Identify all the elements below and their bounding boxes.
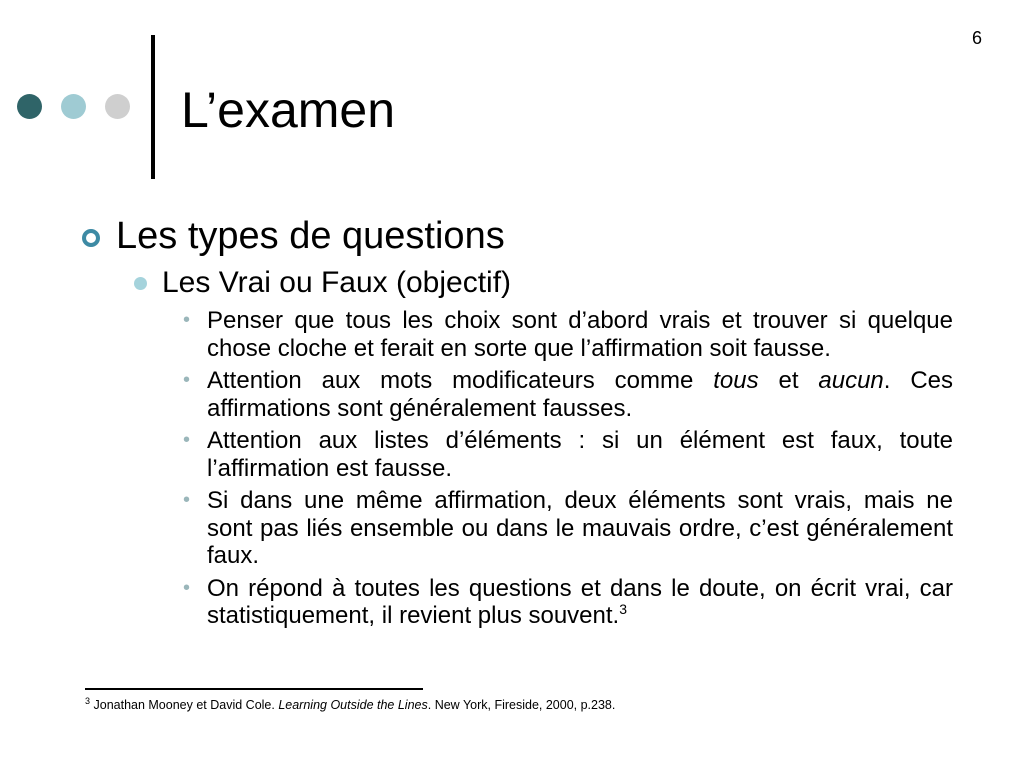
list-item — [183, 427, 953, 482]
decorative-dot-gray — [105, 94, 130, 119]
list-item — [183, 487, 953, 570]
bullet-dot-icon: • — [183, 309, 191, 331]
footnote-marker: 3 — [85, 695, 91, 706]
bullet-list — [183, 307, 953, 635]
bullet-emphasis-aucun: aucun — [818, 367, 884, 394]
level1-bullet-icon — [82, 229, 100, 247]
bullet-emphasis-tous: tous — [713, 367, 759, 394]
bullet-dot-icon: • — [183, 489, 191, 511]
list-item — [183, 575, 953, 630]
bullet-text: On répond à toutes les questions et dans le doute, on écrit vrai, car statistiquement, il revient plus souvent. — [207, 574, 953, 629]
list-item — [183, 367, 953, 422]
footnote — [85, 697, 615, 713]
bullet-text-after: . Ces affirmations sont généralement fausses. — [207, 367, 954, 422]
bullet-text-mid: et — [758, 367, 819, 394]
footnote-authors: Jonathan Mooney et David Cole. — [90, 698, 279, 712]
decorative-dot-light-blue — [61, 94, 86, 119]
footnote-book-title: Learning Outside the Lines — [278, 698, 428, 712]
bullet-dot-icon: • — [183, 369, 191, 391]
slide-title: L’examen — [181, 82, 396, 138]
footnote-reference: 3 — [619, 601, 628, 617]
bullet-text-before: Attention aux mots modificateurs comme — [207, 367, 714, 394]
footnote-publication: . New York, Fireside, 2000, p.238. — [427, 698, 616, 712]
bullet-text: Penser que tous les choix sont d’abord vrais et trouver si quelque chose cloche et ferait en sorte que l’affirmation soit fausse. — [207, 307, 953, 362]
bullet-text: Si dans une même affirmation, deux éléments sont vrais, mais ne sont pas liés ensemble ou dans le mauvais ordre, c’est généralement faux. — [207, 487, 953, 569]
level2-bullet-icon — [134, 277, 147, 290]
bullet-dot-icon: • — [183, 429, 191, 451]
page-number: 6 — [971, 28, 982, 48]
list-item — [183, 307, 953, 362]
footnote-rule — [85, 688, 423, 690]
bullet-text: Attention aux listes d’éléments : si un élément est faux, toute l’affirmation est fausse. — [207, 427, 953, 482]
decorative-dot-dark — [17, 94, 42, 119]
level1-heading: Les types de questions — [116, 215, 505, 257]
title-divider — [151, 35, 155, 179]
level2-heading: Les Vrai ou Faux (objectif) — [162, 266, 512, 299]
bullet-dot-icon: • — [183, 576, 191, 599]
